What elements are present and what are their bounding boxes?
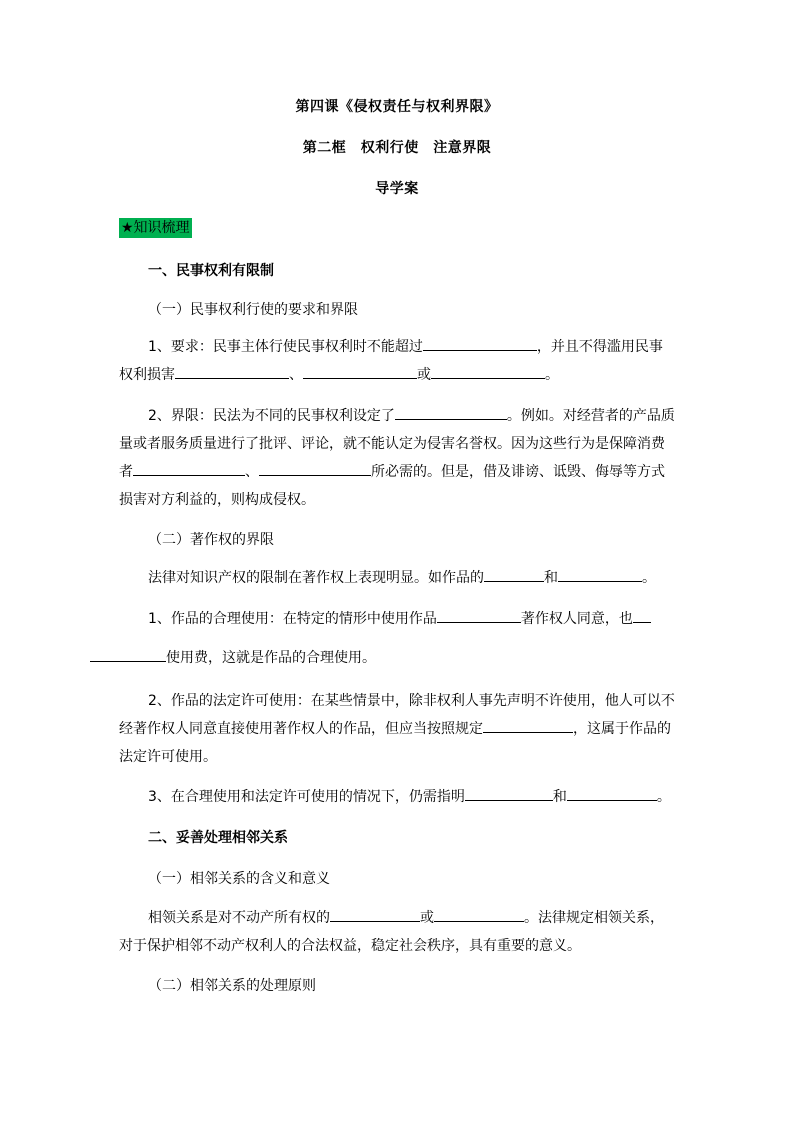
text-run: 。法律规定相领关系，对于保护相邻不动产权利人的合法权益，稳定社会秩序，具有重要的意义。 xyxy=(119,910,664,954)
text-run: 相领关系是对不动产所有权的 xyxy=(148,910,330,926)
text-run: 所必需的。但是，借及诽谤、诋毁、侮辱等方式损害对方利益的，则构成侵权。 xyxy=(119,464,665,508)
paragraph-limits xyxy=(119,402,675,514)
text-run: 法律对知识产权的限制在著作权上表现明显。如作品的 xyxy=(148,570,484,586)
text-run: 使用费，这就是作品的合理使用。 xyxy=(166,650,376,666)
text-run: 、 xyxy=(289,367,303,383)
paragraph-attribution xyxy=(119,783,675,811)
text-run: 。例如。对经营者的产品质量或者服务质量进行了批评、评论，就不能认定为侵害名誉权。因为这些行为是保障消费者 xyxy=(119,408,675,480)
paragraph-neighbor-meaning xyxy=(119,904,675,960)
fill-blank[interactable] xyxy=(133,459,245,476)
fill-blank[interactable] xyxy=(90,645,166,662)
text-run: 2、作品的法定许可使用：在某些情景中，除非权利人事先声明不许使用，他人可以不经著作权人同意直接使用著作权人的作品，但应当按照规定 xyxy=(119,693,675,737)
text-run: 。 xyxy=(545,367,559,383)
section-heading-1: 一、民事权利有限制 xyxy=(148,263,274,279)
text-run: 。 xyxy=(656,789,671,805)
text-run: 。 xyxy=(642,570,656,586)
text-run: 、 xyxy=(245,464,259,480)
fill-blank[interactable] xyxy=(431,362,545,379)
subsection-heading-2-2: （二）相邻关系的处理原则 xyxy=(148,978,316,994)
fill-blank[interactable] xyxy=(395,403,507,420)
doc-type-label: 导学案 xyxy=(375,181,419,197)
fill-blank[interactable] xyxy=(175,362,289,379)
fill-blank[interactable] xyxy=(483,716,573,733)
paragraph-fair-use xyxy=(119,605,675,672)
subsection-heading-1-1: （一）民事权利行使的要求和界限 xyxy=(148,302,358,318)
lesson-title: 第四课《侵权责任与权利界限》 xyxy=(295,99,499,115)
text-run: 或 xyxy=(420,910,434,926)
subsection-heading-2-1: （一）相邻关系的含义和意义 xyxy=(148,871,330,887)
text-run: 1、作品的合理使用：在特定的情形中使用作品 xyxy=(148,611,437,627)
knowledge-review-badge: ★知识梳理 xyxy=(121,220,190,236)
fill-blank[interactable] xyxy=(423,334,537,351)
paragraph-ip-limits xyxy=(119,564,675,592)
fill-blank[interactable] xyxy=(558,565,642,582)
fill-blank[interactable] xyxy=(465,784,553,801)
fill-blank[interactable] xyxy=(434,905,524,922)
fill-blank[interactable] xyxy=(330,905,420,922)
paragraph-requirements xyxy=(119,333,675,389)
fill-blank[interactable] xyxy=(259,459,371,476)
text-run: 3、在合理使用和法定许可使用的情况下，仍需指明 xyxy=(148,789,465,805)
text-run: 2、界限：民法为不同的民事权利设定了 xyxy=(148,408,395,424)
fill-blank[interactable] xyxy=(437,606,521,623)
subsection-heading-1-2: （二）著作权的界限 xyxy=(148,532,274,548)
text-run: 1、要求：民事主体行使民事权利时不能超过 xyxy=(148,339,423,355)
section-heading-2: 二、妥善处理相邻关系 xyxy=(148,830,288,846)
text-run: 或 xyxy=(417,367,431,383)
text-run: 和 xyxy=(544,570,558,586)
fill-blank[interactable] xyxy=(633,606,651,623)
text-run: 著作权人同意，也 xyxy=(520,611,633,627)
text-run: ，这属于作品的法定许可使用。 xyxy=(119,721,671,765)
fill-blank[interactable] xyxy=(567,784,657,801)
section-subtitle: 第二框 权利行使 注意界限 xyxy=(302,140,492,156)
fill-blank[interactable] xyxy=(303,362,417,379)
text-run: ，并且不得滥用民事权利损害 xyxy=(119,339,663,383)
fill-blank[interactable] xyxy=(484,565,544,582)
paragraph-statutory-license xyxy=(119,687,675,771)
text-run: 和 xyxy=(552,789,567,805)
